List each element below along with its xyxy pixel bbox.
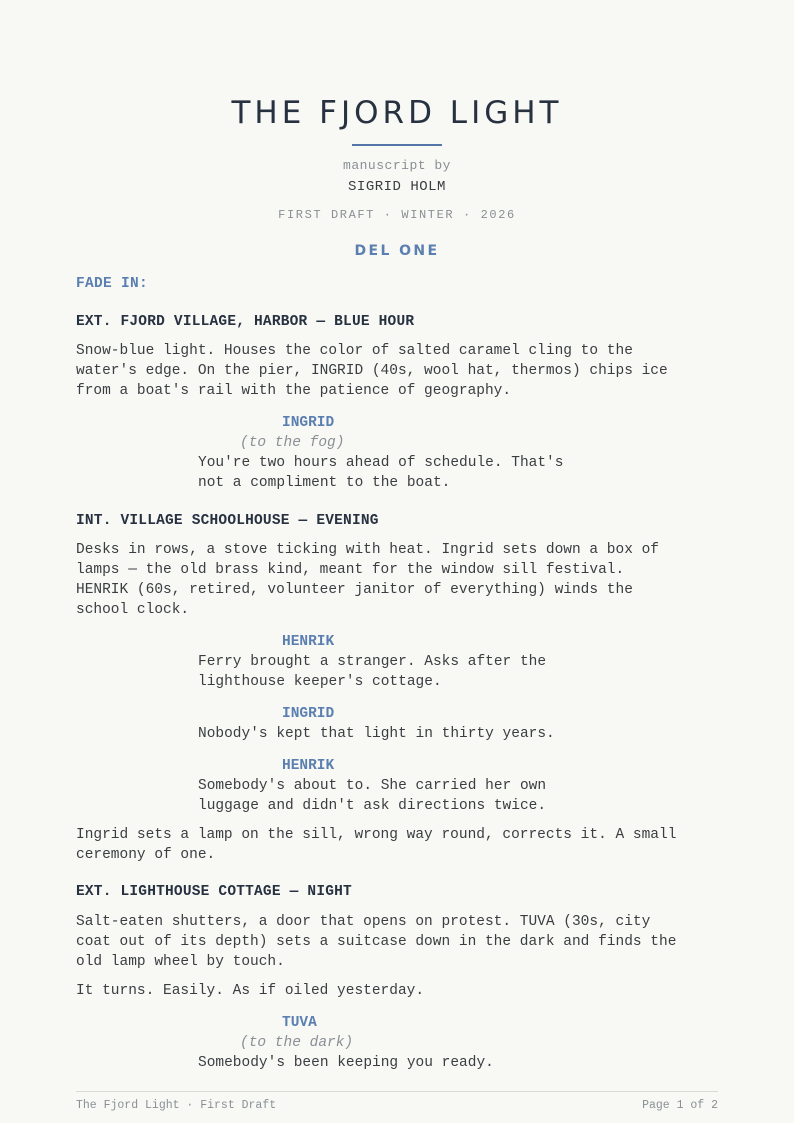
action-line: Desks in rows, a stove ticking with heat. Ingrid sets down a box of xyxy=(76,542,659,558)
dialogue-line: Somebody's about to. She carried her own xyxy=(198,778,547,794)
screenplay-body xyxy=(76,274,718,1073)
dialogue-line: lighthouse keeper's cottage. xyxy=(198,674,442,690)
action-line: from a boat's rail with the patience of geography. xyxy=(76,383,512,399)
action-line: lamps — the old brass kind, meant for the window sill festival. xyxy=(76,562,625,578)
dialogue-line: You're two hours ahead of schedule. That's xyxy=(198,455,564,471)
parenthetical: (to the fog) xyxy=(240,435,345,451)
page-title: THE FJORD LIGHT xyxy=(231,95,563,131)
byline: manuscript by xyxy=(343,158,451,173)
title-rule xyxy=(352,144,442,146)
title-block xyxy=(0,92,794,260)
dialogue-line: not a compliment to the boat. xyxy=(198,475,451,491)
page-number: Page 1 of 2 xyxy=(642,1099,718,1112)
action-line: HENRIK (60s, retired, volunteer janitor of everything) winds the xyxy=(76,582,633,598)
character-cue: HENRIK xyxy=(282,634,335,650)
action-line: Snow-blue light. Houses the color of salted caramel cling to the xyxy=(76,343,633,359)
action-block xyxy=(76,341,718,401)
action-line: water's edge. On the pier, INGRID (40s, wool hat, thermos) chips ice xyxy=(76,363,668,379)
action-block xyxy=(76,825,718,865)
dialogue-line: Nobody's kept that light in thirty years. xyxy=(198,726,555,742)
dialogue-line: luggage and didn't ask directions twice. xyxy=(198,798,547,814)
character-cue: INGRID xyxy=(282,706,335,722)
action-block xyxy=(76,540,718,620)
parenthetical: (to the dark) xyxy=(240,1035,354,1051)
page-footer xyxy=(76,1091,718,1114)
part-heading: DEL ONE xyxy=(354,243,440,259)
scene-heading: EXT. LIGHTHOUSE COTTAGE — NIGHT xyxy=(76,884,352,900)
transition: FADE IN: xyxy=(76,276,149,292)
footer-title: The Fjord Light · First Draft xyxy=(76,1099,277,1112)
dialogue-line: Somebody's been keeping you ready. xyxy=(198,1055,494,1071)
action-line: old lamp wheel by touch. xyxy=(76,954,285,970)
character-cue: TUVA xyxy=(282,1015,317,1031)
action-line: Salt-eaten shutters, a door that opens on protest. TUVA (30s, city xyxy=(76,914,651,930)
action-block xyxy=(76,912,718,972)
action-line: school clock. xyxy=(76,602,190,618)
action-line: ceremony of one. xyxy=(76,847,216,863)
action-line: Ingrid sets a lamp on the sill, wrong way round, corrects it. A small xyxy=(76,827,677,843)
character-cue: INGRID xyxy=(282,415,335,431)
dialogue-line: Ferry brought a stranger. Asks after the xyxy=(198,654,547,670)
action-line: It turns. Easily. As if oiled yesterday. xyxy=(76,983,425,999)
scene-heading: EXT. FJORD VILLAGE, HARBOR — BLUE HOUR xyxy=(76,314,415,330)
action-line: coat out of its depth) sets a suitcase down in the dark and finds the xyxy=(76,934,677,950)
draft-line: FIRST DRAFT · WINTER · 2026 xyxy=(278,208,516,222)
character-cue: HENRIK xyxy=(282,758,335,774)
author-name: SIGRID HOLM xyxy=(348,179,446,195)
scene-heading: INT. VILLAGE SCHOOLHOUSE — EVENING xyxy=(76,513,379,529)
